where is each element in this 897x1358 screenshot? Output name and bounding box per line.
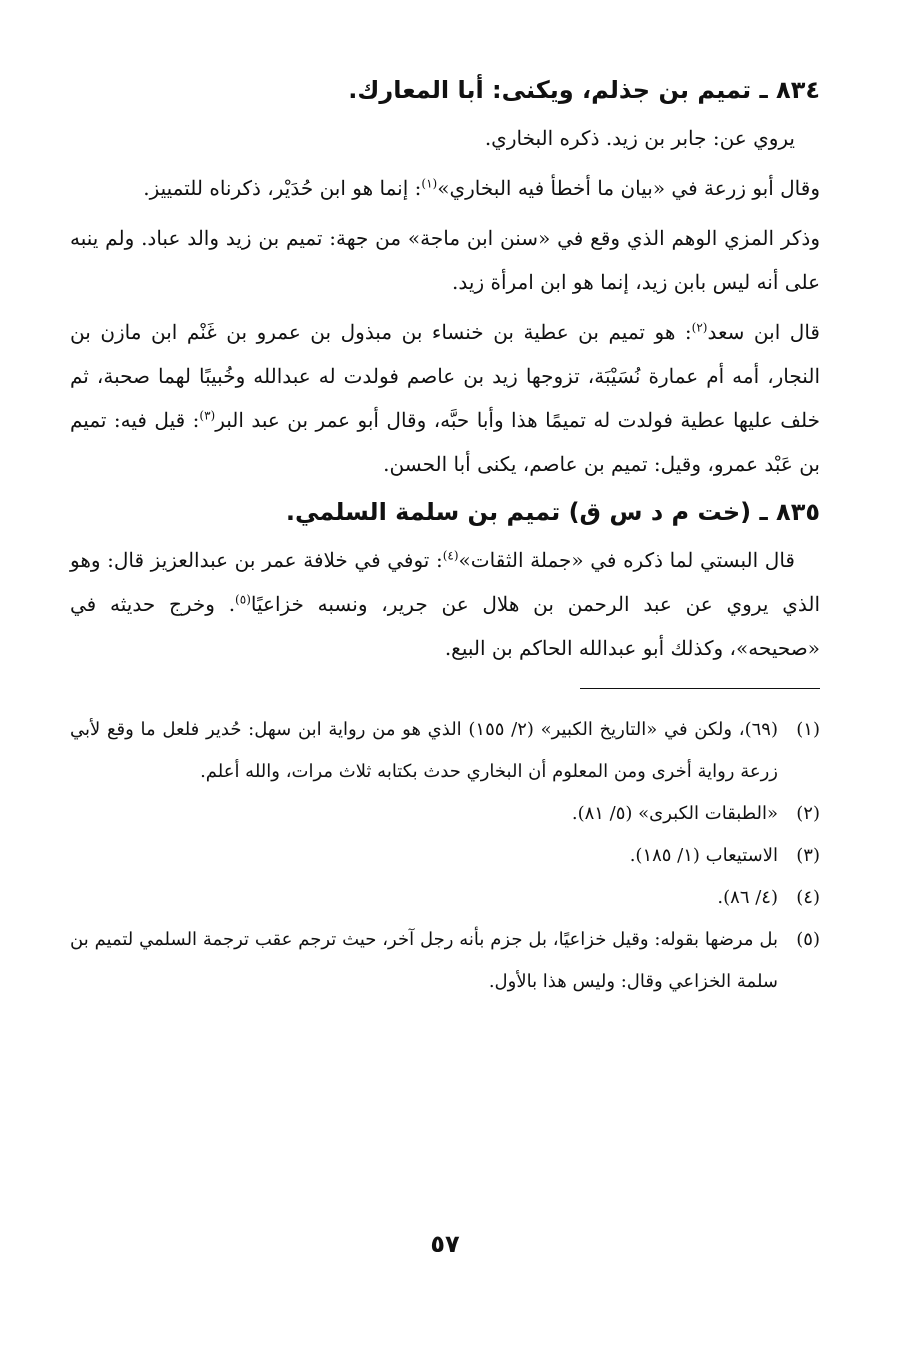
footnote-ref: (٣) <box>199 408 216 423</box>
paragraph-text: قال ابن سعد <box>707 320 820 344</box>
entry-title: ٨٣٥ ـ (خت م د س ق) تميم بن سلمة السلمي. <box>285 498 820 526</box>
footnote-separator <box>580 688 820 689</box>
book-page <box>70 70 820 1310</box>
entry-paragraph <box>70 166 820 210</box>
paragraph-text: . وخرج حديثه في «صحيحه»، وكذلك أبو عبدالله الحاكم بن البيع. <box>70 592 820 660</box>
footnote <box>70 835 820 877</box>
footnote-number: (٥) <box>796 929 820 950</box>
footnote-ref: (٥) <box>235 592 251 607</box>
entry-title: ٨٣٤ ـ تميم بن جذلم، ويكنى: أبا المعارك. <box>348 76 820 104</box>
footnote <box>70 919 820 1003</box>
entry-834 <box>70 70 820 486</box>
paragraph-text: : هو تميم بن عطية بن خنساء بن مبذول بن عمرو بن غَنْم ابن مازن بن النجار، أمه أم عمارة نُسَيْبَة، تزوجها زيد بن عاصم فولدت له عبدالله وخُبيبًا لهما صحبة، ثم خلف عليها عطية فولدت له تميمًا هذا وأبا حبَّه، وقال أبو عمر بن عبد البر <box>70 320 820 432</box>
footnote-ref: (٢) <box>691 320 708 335</box>
entry-paragraph: وذكر المزي الوهم الذي وقع في «سنن ابن ماجة» من جهة: تميم بن زيد والد عباد. ولم ينبه على أنه ليس بابن زيد، إنما هو ابن امرأة زيد. <box>70 226 820 294</box>
entry-paragraph: يروي عن: جابر بن زيد. ذكره البخاري. <box>484 126 795 150</box>
footnote-number: (٢) <box>796 803 820 824</box>
footnote-text: بل مرضها بقوله: وقيل خزاعيًا، بل جزم بأنه رجل آخر، حيث ترجم عقب ترجمة السلمي لتميم بن سلمة الخزاعي وقال: وليس هذا بالأول. <box>70 929 778 992</box>
footnote <box>70 877 820 919</box>
entry-paragraph <box>70 310 820 486</box>
paragraph-text: : توفي في خلافة عمر بن عبدالعزيز قال: وهو الذي يروي عن عبد الرحمن بن هلال عن جرير، ونسبه خزاعيًا <box>70 548 820 616</box>
footnote-number: (١) <box>796 719 820 740</box>
footnote-text: (٦٩)، ولكن في «التاريخ الكبير» (٢/ ١٥٥) الذي هو من رواية ابن سهل: حُدير فلعل ما وقع لأبي زرعة رواية أخرى ومن المعلوم أن البخاري حدث بكتابه ثلاث مرات، والله أعلم. <box>70 719 778 782</box>
footnote <box>70 709 820 793</box>
paragraph-text: وقال أبو زرعة في «بيان ما أخطأ فيه البخاري» <box>437 176 820 200</box>
page-number: ٥٧ <box>430 1230 460 1258</box>
paragraph-text: : إنما هو ابن حُدَيْر، ذكرناه للتمييز. <box>143 176 422 200</box>
footnote-text: «الطبقات الكبرى» (٥/ ٨١). <box>571 803 778 824</box>
paragraph-text: : قيل فيه: تميم بن عَبْد عمرو، وقيل: تميم بن عاصم، يكنى أبا الحسن. <box>70 408 820 476</box>
entry-835 <box>70 492 820 670</box>
footnote-ref: (١) <box>421 176 438 191</box>
footnote-number: (٤) <box>796 887 820 908</box>
paragraph-text: قال البستي لما ذكره في «جملة الثقات» <box>458 548 795 572</box>
footnote-ref: (٤) <box>442 548 459 563</box>
footnote-text: (٤/ ٨٦). <box>717 887 778 908</box>
entry-paragraph <box>70 538 820 670</box>
footnotes <box>70 709 820 1003</box>
footnote-text: الاستيعاب (١/ ١٨٥). <box>629 845 778 866</box>
footnote-number: (٣) <box>796 845 820 866</box>
footnote <box>70 793 820 835</box>
